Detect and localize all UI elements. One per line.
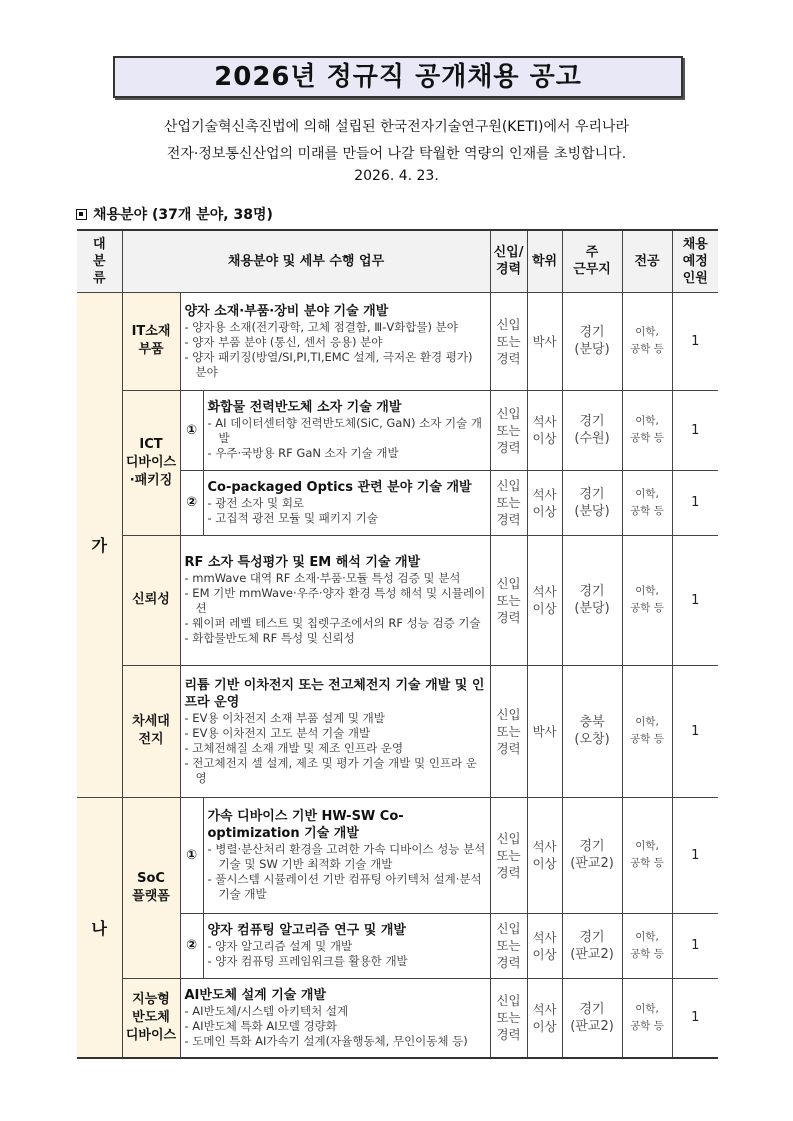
task-item: - AI반도체 특화 AI모델 경량화 xyxy=(184,1018,337,1033)
field-title: 화합물 전력반도체 소자 기술 개발 xyxy=(207,400,402,415)
task-item: - 양자 패키징(방열/SI,PI,TI,EMC 설계, 극저온 환경 평가) 분야 xyxy=(184,349,473,379)
degree: 석사 이상 xyxy=(527,978,562,1058)
subcategory-cell: 신뢰성 xyxy=(122,535,180,665)
table-row xyxy=(77,665,718,797)
major: 이학, 공학 등 xyxy=(622,535,672,665)
field-title: AI반도체 설계 기술 개발 xyxy=(184,987,326,1003)
task-item: - 전고체전지 셀 설계, 제조 및 평가 기술 개발 및 인프라 운영 xyxy=(184,755,477,785)
subcategory-cell: 지능형 반도체 디바이스 xyxy=(122,978,180,1058)
intro-line-1: 산업기술혁신촉진법에 의해 설립된 한국전자기술연구원(KETI)에서 우리나라 xyxy=(163,119,630,135)
task-item: - AI반도체/시스템 아키텍처 설계 xyxy=(184,1003,349,1018)
header-location: 주 근무지 xyxy=(562,230,622,292)
item-number: ① xyxy=(180,390,203,470)
announcement-date: 2026. 4. 23. xyxy=(354,168,439,184)
section-heading xyxy=(76,204,273,224)
item-number: ① xyxy=(180,797,203,913)
hire-type: 신입 또는 경력 xyxy=(490,470,527,535)
task-item: - EV용 이차전지 고도 분석 기술 개발 xyxy=(184,725,371,740)
headcount: 1 xyxy=(672,535,718,665)
table-row xyxy=(77,535,718,665)
task-item: - EV용 이차전지 소재 부품 설계 및 개발 xyxy=(184,710,385,725)
hire-type: 신입 또는 경력 xyxy=(490,390,527,470)
category-cell: 나 xyxy=(77,797,122,1058)
major: 이학, 공학 등 xyxy=(622,470,672,535)
headcount: 1 xyxy=(672,292,718,390)
major: 이학, 공학 등 xyxy=(622,665,672,797)
subcategory-cell: 차세대 전지 xyxy=(122,665,180,797)
work-location: 경기 (분당) xyxy=(562,470,622,535)
field-title: Co-packaged Optics 관련 분야 기술 개발 xyxy=(207,480,472,495)
category-cell: 가 xyxy=(77,292,122,797)
header-degree: 학위 xyxy=(527,230,562,292)
work-location: 경기 (분당) xyxy=(562,292,622,390)
table-row xyxy=(77,292,718,390)
field-title: 리튬 기반 이차전지 또는 전고체전지 기술 개발 및 인프라 운영 xyxy=(184,677,485,710)
item-number: ② xyxy=(180,470,203,535)
headcount: 1 xyxy=(672,665,718,797)
field-description xyxy=(203,470,490,535)
major: 이학, 공학 등 xyxy=(622,913,672,978)
field-description xyxy=(203,390,490,470)
hire-type: 신입 또는 경력 xyxy=(490,292,527,390)
field-description xyxy=(203,797,490,913)
page-title: 2026년 정규직 공개채용 공고 xyxy=(113,56,683,98)
task-item: - 양자 알고리즘 설계 및 개발 xyxy=(207,939,353,953)
task-item: - 고체전해질 소재 개발 및 제조 인프라 운영 xyxy=(184,740,404,755)
table-row xyxy=(77,390,718,470)
field-description xyxy=(180,292,490,390)
header-category: 대 분 류 xyxy=(77,230,122,292)
hire-type: 신입 또는 경력 xyxy=(490,535,527,665)
header-count: 채용 예정 인원 xyxy=(672,230,718,292)
field-description xyxy=(180,665,490,797)
major: 이학, 공학 등 xyxy=(622,390,672,470)
task-item: - 웨이퍼 레벨 테스트 및 칩렛구조에서의 RF 성능 검증 기술 xyxy=(184,616,481,630)
task-item: - 양자 컴퓨팅 프레임워크를 활용한 개발 xyxy=(207,954,408,968)
field-title: 양자 소재·부품·장비 분야 기술 개발 xyxy=(184,303,389,319)
subcategory-cell: ICT 디바이스 ·패키징 xyxy=(122,390,180,535)
header-major: 전공 xyxy=(622,230,672,292)
subcategory-cell: SoC 플랫폼 xyxy=(122,797,180,978)
major: 이학, 공학 등 xyxy=(622,797,672,913)
intro-line-2: 전자·정보통신산업의 미래를 만들어 나갈 탁월한 역량의 인재를 초빙합니다. xyxy=(166,146,627,162)
task-item: - 도메인 특화 AI가속기 설계(자율행동체, 무인이동체 등) xyxy=(184,1033,468,1048)
table-row xyxy=(77,978,718,1058)
task-item: - 양자용 소재(전기광학, 고체 점결함, Ⅲ-Ⅴ화합물) 분야 xyxy=(184,319,458,334)
work-location: 경기 (분당) xyxy=(562,535,622,665)
task-item: - AI 데이터센터향 전력반도체(SiC, GaN) 소자 기술 개발 xyxy=(207,416,482,445)
major: 이학, 공학 등 xyxy=(622,292,672,390)
work-location: 충북 (오창) xyxy=(562,665,622,797)
field-title: 양자 컴퓨팅 알고리즘 연구 및 개발 xyxy=(207,923,406,938)
work-location: 경기 (판교2) xyxy=(562,797,622,913)
field-title: RF 소자 특성평가 및 EM 해석 기술 개발 xyxy=(184,555,421,570)
field-description xyxy=(180,535,490,665)
field-description xyxy=(203,913,490,978)
field-title: 가속 디바이스 기반 HW-SW Co-optimization 기술 개발 xyxy=(207,809,404,841)
field-description xyxy=(180,978,490,1058)
hire-type: 신입 또는 경력 xyxy=(490,978,527,1058)
recruitment-table xyxy=(77,229,718,1059)
task-item: - mmWave 대역 RF 소재·부품·모듈 특성 검증 및 분석 xyxy=(184,571,461,585)
section-title: 채용분야 (37개 분야, 38명) xyxy=(93,207,273,223)
task-item: - 양자 부품 분야 (통신, 센서 응용) 분야 xyxy=(184,334,383,349)
header-field: 채용분야 및 세부 수행 업무 xyxy=(122,230,490,292)
subcategory-cell: IT소재 부품 xyxy=(122,292,180,390)
hire-type: 신입 또는 경력 xyxy=(490,665,527,797)
task-item: - 병렬·분산처리 환경을 고려한 가속 디바이스 성능 분석 기술 및 SW 기반 최적화 기술 개발 xyxy=(207,842,486,871)
task-item: - 우주·국방용 RF GaN 소자 기술 개발 xyxy=(207,446,399,460)
major: 이학, 공학 등 xyxy=(622,978,672,1058)
headcount: 1 xyxy=(672,470,718,535)
square-bullet-icon xyxy=(76,209,87,220)
work-location: 경기 (판교2) xyxy=(562,913,622,978)
degree: 석사 이상 xyxy=(527,913,562,978)
headcount: 1 xyxy=(672,797,718,913)
item-number: ② xyxy=(180,913,203,978)
hire-type: 신입 또는 경력 xyxy=(490,913,527,978)
degree: 석사 이상 xyxy=(527,470,562,535)
hire-type: 신입 또는 경력 xyxy=(490,797,527,913)
headcount: 1 xyxy=(672,978,718,1058)
task-item: - 고집적 광전 모듈 및 패키지 기술 xyxy=(207,511,378,525)
table-row xyxy=(77,797,718,913)
work-location: 경기 (판교2) xyxy=(562,978,622,1058)
task-item: - 화합물반도체 RF 특성 및 신뢰성 xyxy=(184,631,355,645)
task-item: - 광전 소자 및 회로 xyxy=(207,496,305,510)
degree: 석사 이상 xyxy=(527,797,562,913)
work-location: 경기 (수원) xyxy=(562,390,622,470)
headcount: 1 xyxy=(672,913,718,978)
degree: 석사 이상 xyxy=(527,390,562,470)
task-item: - EM 기반 mmWave·우주·양자 환경 특성 해석 및 시뮬레이션 xyxy=(184,586,486,615)
headcount: 1 xyxy=(672,390,718,470)
degree: 석사 이상 xyxy=(527,535,562,665)
task-item: - 풀시스템 시뮬레이션 기반 컴퓨팅 아키텍처 설계·분석 기술 개발 xyxy=(207,872,482,901)
header-type: 신입/ 경력 xyxy=(490,230,527,292)
degree: 박사 xyxy=(527,292,562,390)
degree: 박사 xyxy=(527,665,562,797)
